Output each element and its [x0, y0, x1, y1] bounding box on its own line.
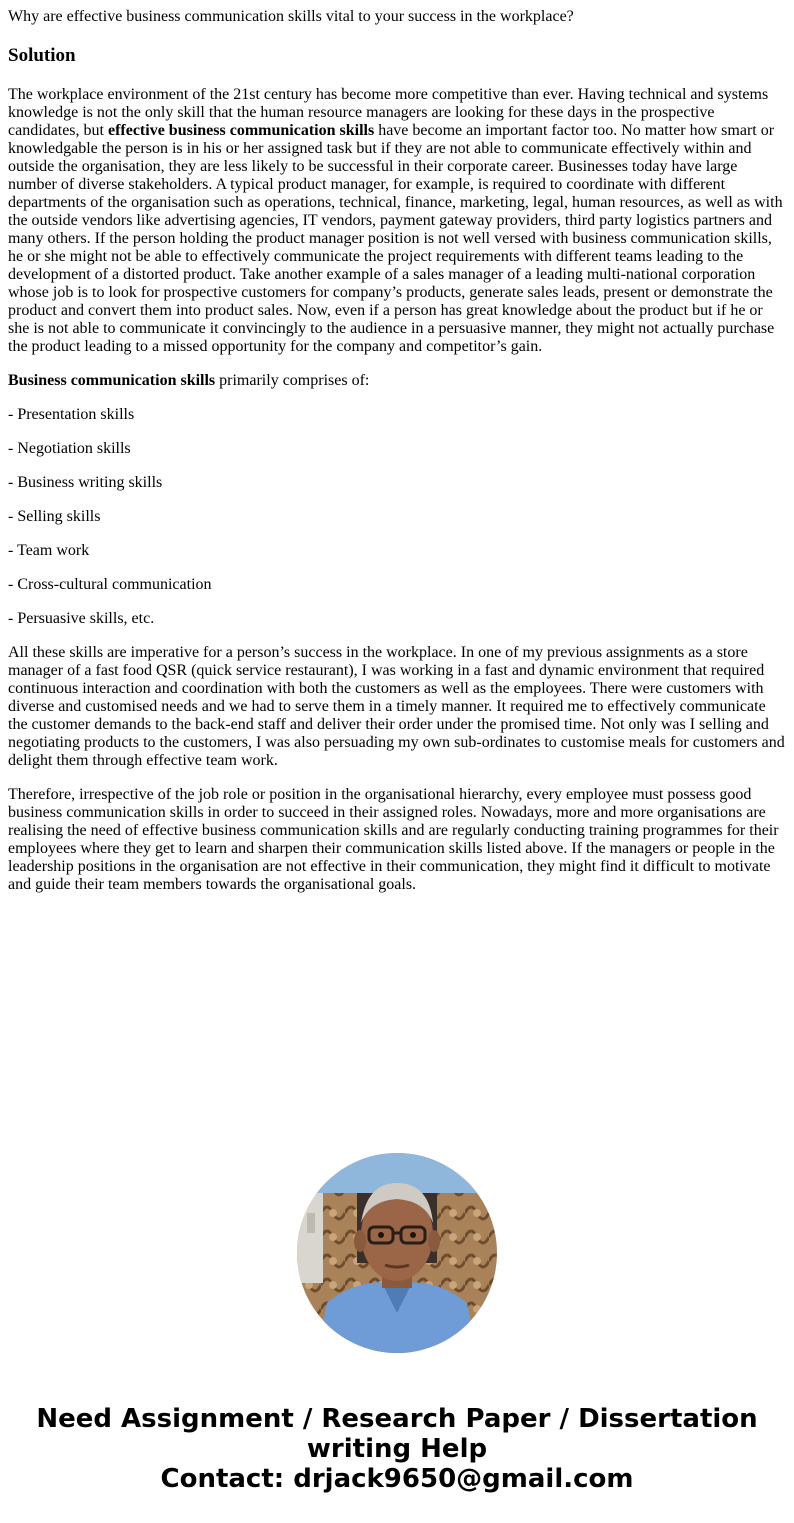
- promo-banner: [0, 1404, 794, 1494]
- solution-heading: Solution: [8, 45, 76, 66]
- skill-item: - Selling skills: [8, 508, 101, 525]
- author-portrait-icon: [297, 1153, 497, 1353]
- skill-item: - Negotiation skills: [8, 440, 131, 457]
- skills-intro-bold: Business communication skills: [8, 372, 216, 389]
- skills-intro-rest: primarily comprises of:: [215, 372, 370, 389]
- skill-item: - Cross-cultural communication: [8, 576, 212, 593]
- paragraph-intro: [8, 86, 786, 356]
- skill-item: - Business writing skills: [8, 474, 163, 491]
- skill-item: - Presentation skills: [8, 406, 135, 423]
- paragraph-experience: All these skills are imperative for a person’s success in the workplace. In one of my previous assignments as a store manager of a fast food QSR (quick service restaurant), I was working in a fast and dynamic environment that required continuous interaction and coordination with both the customers as well as the employees. There were customers with diverse and customised needs and we had to serve them in a timely manner. It required me to effectively communicate the customer demands to the back-end staff and deliver their order under the promised time. Not only was I selling and negotiating products to the customers, I was also persuading my own sub-ordinates to customise meals for customers and delight them through effective team work.: [8, 644, 785, 769]
- promo-contact: Contact: drjack9650@gmail.com: [160, 1464, 634, 1494]
- question-text: Why are effective business communication skills vital to your success in the workplace?: [8, 8, 574, 25]
- skill-item: - Persuasive skills, etc.: [8, 610, 155, 627]
- paragraph-intro-bold: effective business communication skills: [107, 122, 375, 139]
- promo-line-2: writing Help: [306, 1434, 488, 1464]
- paragraph-intro-part2: have become an important factor too. No matter how smart or knowledgable the person is in his or her assigned task but if they are not able to communicate effectively within and outside the organisation, they are less likely to be successful in their corporate career. Businesses today have large number of diverse stakeholders. A typical product manager, for example, is required to coordinate with different departments of the organisation such as operations, technical, finance, marketing, legal, human resources, as well as with the outside vendors like advertising agencies, IT vendors, payment gateway providers, third party logistics partners and many others. If the person holding the product manager position is not well versed with business communication skills, he or she might not be able to effectively communicate the project requirements with different teams leading to the development of a distorted product. Take another example of a sales manager of a leading multi-national corporation whose job is to look for prospective customers for company’s products, generate sales leads, present or demonstrate the product and convert them into product sales. Now, even if a person has great knowledge about the product but if he or she is not able to communicate it convincingly to the audience in a persuasive manner, they might not actually purchase the product leading to a missed opportunity for the company and competitor’s gain.: [8, 122, 783, 355]
- promo-line-1: Need Assignment / Research Paper / Dissertation: [36, 1404, 758, 1434]
- paragraph-conclusion: Therefore, irrespective of the job role or position in the organisational hierarchy, every employee must possess good business communication skills in order to succeed in their assigned roles. Nowadays, more and more organisations are realising the need of effective business communication skills and are regularly conducting training programmes for their employees where they get to learn and sharpen their communication skills listed above. If the managers or people in the leadership positions in the organisation are not effective in their communication, they might find it difficult to motivate and guide their team members towards the organisational goals.: [8, 786, 779, 893]
- paragraph-intro-part1: The workplace environment of the 21st century has become more competitive than ever. Having technical and systems knowledge is not the only skill that the human resource managers are looking for these days in the prospective candidates, but: [8, 86, 769, 139]
- author-avatar: [297, 1153, 497, 1353]
- skill-item: - Team work: [8, 542, 90, 559]
- skills-intro: [8, 372, 786, 390]
